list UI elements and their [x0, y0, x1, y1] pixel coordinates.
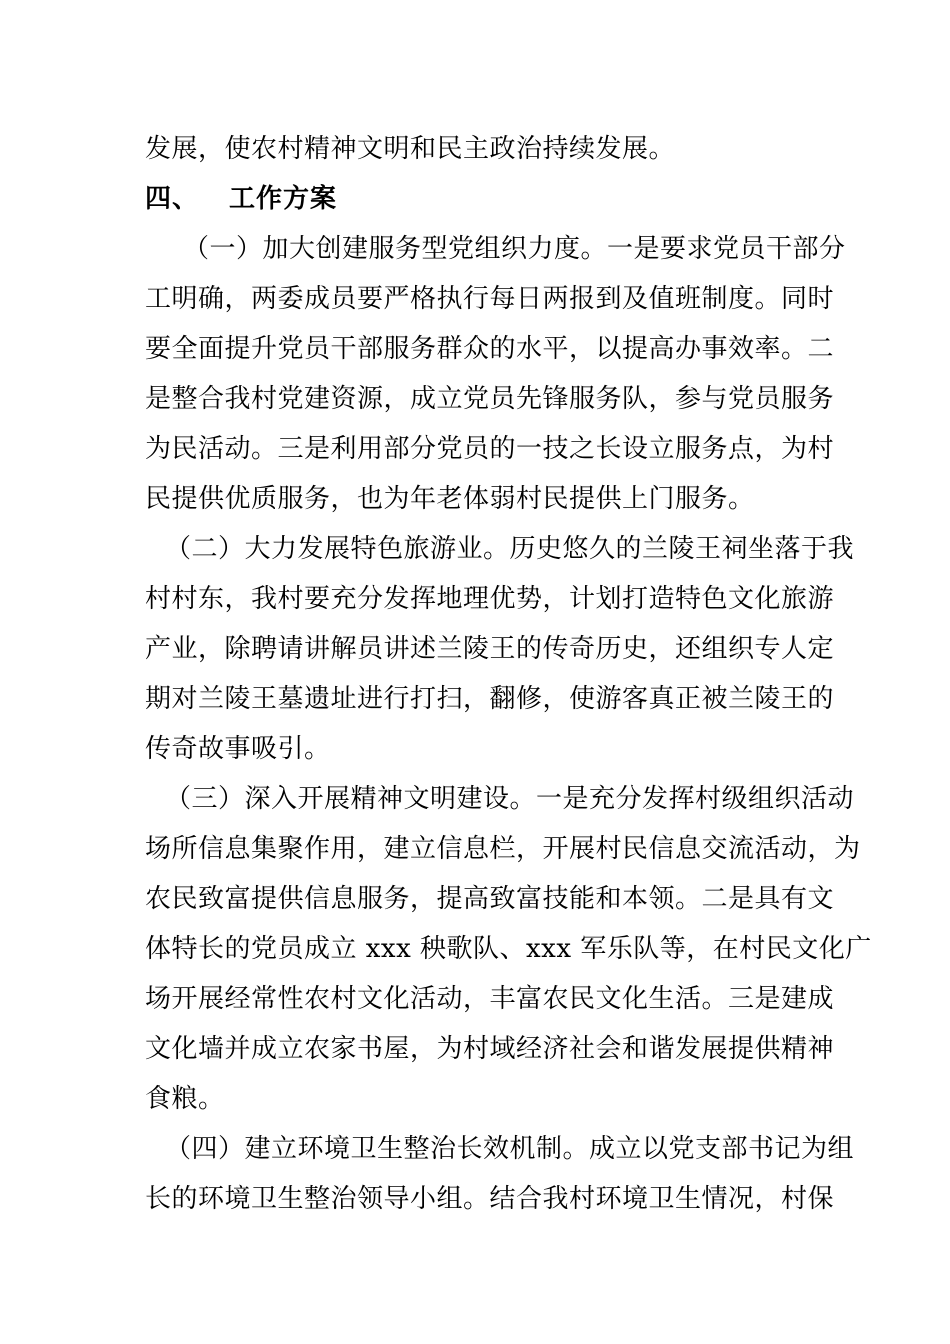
paragraph-line: （二）大力发展特色旅游业。历史悠久的兰陵王祠坐落于我 [165, 534, 855, 564]
paragraph-3 [145, 774, 872, 1124]
paragraph-line: （四）建立环境卫生整治长效机制。成立以党支部书记为组 [165, 1134, 855, 1164]
paragraph-line: 传奇故事吸引。 [145, 734, 331, 764]
paragraph-line: 产业，除聘请讲解员讲述兰陵王的传奇历史，还组织专人定 [145, 634, 835, 664]
paragraph-line: （一）加大创建服务型党组织力度。一是要求党员干部分 [183, 234, 846, 264]
paragraph-line: 工明确，两委成员要严格执行每日两报到及值班制度。同时 [145, 284, 835, 314]
paragraph-line: 体特长的党员成立 xxx 秧歌队、xxx 军乐队等，在村民文化广 [145, 934, 872, 964]
paragraph-line: 为民活动。三是利用部分党员的一技之长设立服务点，为村 [145, 434, 835, 464]
paragraph-line: 农民致富提供信息服务，提高致富技能和本领。二是具有文 [145, 884, 835, 914]
paragraph-line: 长的环境卫生整治领导小组。结合我村环境卫生情况，村保 [145, 1184, 835, 1214]
intro-tail-line: 发展，使农村精神文明和民主政治持续发展。 [145, 134, 676, 164]
paragraph-line: 要全面提升党员干部服务群众的水平，以提高办事效率。二 [145, 334, 835, 364]
paragraph-line: 文化墙并成立农家书屋，为村域经济社会和谐发展提供精神 [145, 1034, 835, 1064]
paragraph-line: （三）深入开展精神文明建设。一是充分发挥村级组织活动 [165, 784, 855, 814]
section-heading-title: 工作方案 [229, 184, 338, 214]
paragraph-line: 是整合我村党建资源，成立党员先锋服务队，参与党员服务 [145, 384, 835, 414]
paragraph-line: 村村东，我村要充分发挥地理优势，计划打造特色文化旅游 [145, 584, 835, 614]
document-page [145, 124, 872, 1224]
section-heading-number: 四、 [145, 184, 200, 214]
paragraph-line: 期对兰陵王墓遗址进行打扫，翻修，使游客真正被兰陵王的 [145, 684, 835, 714]
paragraph-4 [145, 1124, 855, 1224]
section-heading [145, 174, 810, 224]
paragraph-1 [145, 224, 846, 524]
paragraph-line: 场所信息集聚作用，建立信息栏，开展村民信息交流活动，为 [145, 834, 861, 864]
paragraph-2 [145, 524, 855, 774]
paragraph-line: 食粮。 [145, 1084, 225, 1114]
paragraph-line: 民提供优质服务，也为年老体弱村民提供上门服务。 [145, 484, 755, 514]
paragraph-line: 场开展经常性农村文化活动，丰富农民文化生活。三是建成 [145, 984, 835, 1014]
